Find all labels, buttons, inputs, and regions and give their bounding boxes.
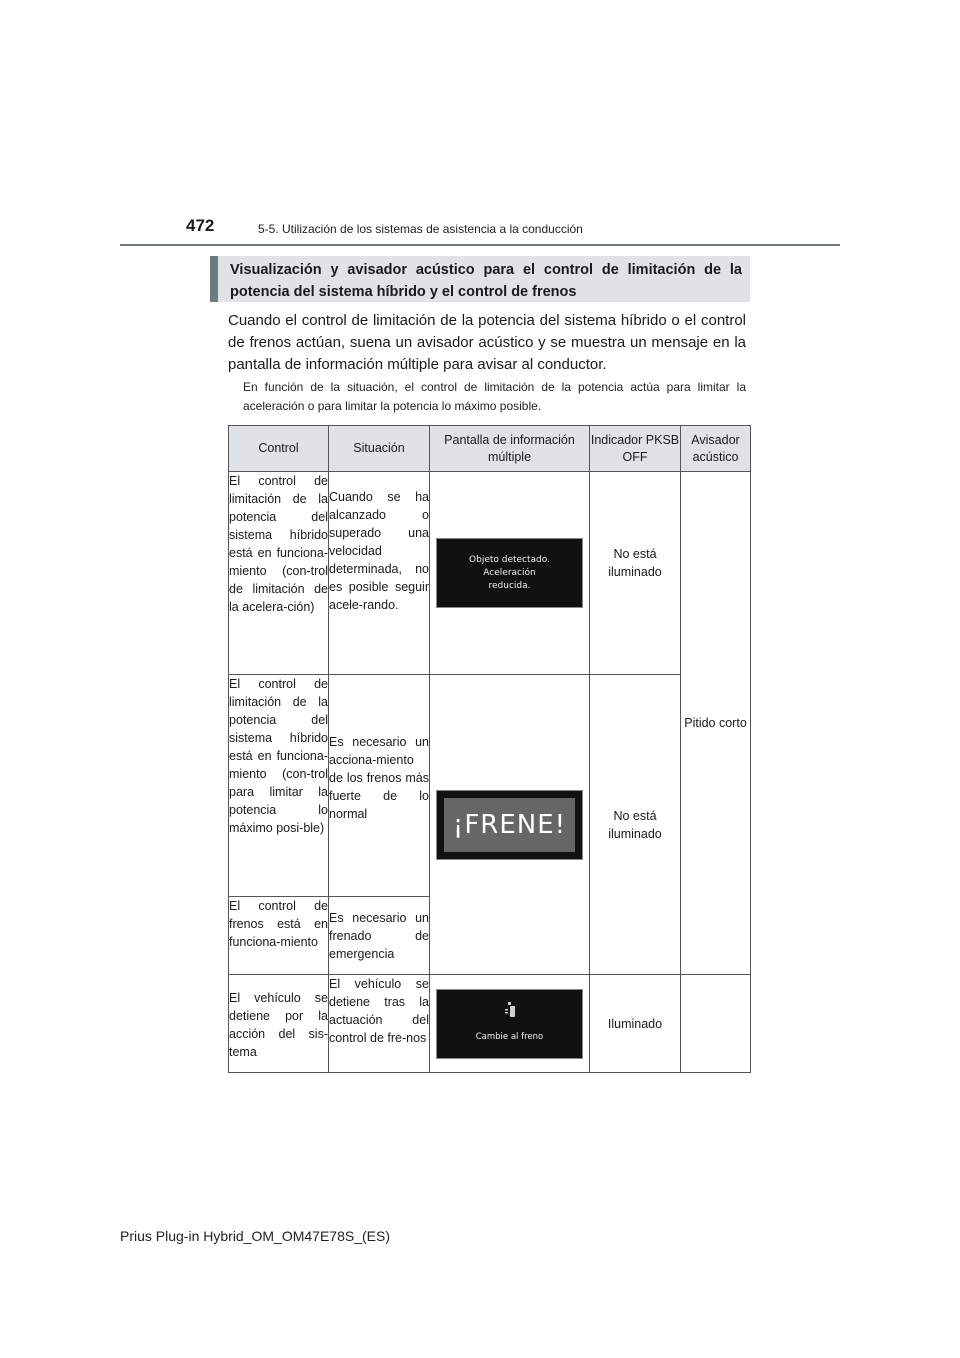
row4-situation: El vehículo se detiene tras la actuación del control de fre-nos	[329, 975, 430, 1073]
row4-indicator: Iluminado	[590, 975, 681, 1073]
intro-paragraph: Cuando el control de limitación de la potencia del sistema híbrido o el control de frenos actúan, suena un avisador acústico y se muestra un mensaje en la pantalla de información múltiple para avisar al conductor.	[228, 312, 746, 373]
display-switch-to-brake	[436, 989, 583, 1059]
table-row	[229, 675, 751, 897]
warning-table	[228, 425, 751, 1073]
row4-control: El vehículo se detiene por la acción del sis-tema	[229, 975, 329, 1073]
header-rule	[120, 244, 840, 246]
note-paragraph: En función de la situación, el control de limitación de la potencia actúa para limitar la aceleración o para limitar la potencia lo máximo posible.	[243, 380, 746, 413]
empty-buzzer-cell	[681, 975, 751, 1073]
row2-situation: Es necesario un acciona-miento de los frenos más fuerte de lo normal	[329, 675, 430, 897]
section-heading: Visualización y avisador acústico para el control de limitación de la potencia del sistema híbrido y el control de frenos	[210, 256, 750, 302]
header-indicator: Indicador PKSB OFF	[590, 426, 681, 472]
screen-message: Cambie al freno	[475, 1031, 544, 1042]
brake-pedal-icon	[504, 1002, 516, 1020]
display-acceleration-reduced	[436, 538, 583, 608]
screen-line: Aceleración	[483, 567, 536, 578]
row2-control: El control de limitación de la potencia del sistema híbrido está en funciona-miento (con-trol para limitar la potencia lo máximo posi-ble)	[229, 675, 329, 897]
row2-indicator: No está iluminado	[590, 675, 681, 975]
display-brake-warning	[436, 790, 583, 860]
footer-model: Prius Plug-in Hybrid_OM_OM47E78S_(ES)	[120, 1228, 390, 1244]
row3-situation: Es necesario un frenado de emergencia	[329, 897, 430, 975]
row1-display	[430, 472, 590, 675]
buzzer-cell: Pitido corto	[681, 472, 751, 975]
row3-control: El control de frenos está en funciona-miento	[229, 897, 329, 975]
page-number: 472	[186, 216, 215, 235]
brake-warning-text: ¡FRENE!	[444, 798, 575, 852]
table-row	[229, 975, 751, 1073]
row2-display	[430, 675, 590, 975]
screen-line: Objeto detectado.	[469, 554, 550, 565]
row1-indicator: No está iluminado	[590, 472, 681, 675]
row1-control: El control de limitación de la potencia del sistema híbrido está en funciona-miento (con-trol de limitación de la acelera-ción)	[229, 472, 329, 675]
header-situation: Situación	[329, 426, 430, 472]
row4-display	[430, 975, 590, 1073]
header-display: Pantalla de información múltiple	[430, 426, 590, 472]
row1-situation: Cuando se ha alcanzado o superado una velocidad determinada, no es posible seguir acele-rando.	[329, 472, 430, 675]
header-control: Control	[229, 426, 329, 472]
table-row	[229, 472, 751, 675]
screen-line: reducida.	[488, 580, 531, 591]
header-buzzer: Avisador acústico	[681, 426, 751, 472]
chapter-title: 5-5. Utilización de los sistemas de asistencia a la conducción	[258, 222, 583, 236]
table-header-row	[229, 426, 751, 472]
